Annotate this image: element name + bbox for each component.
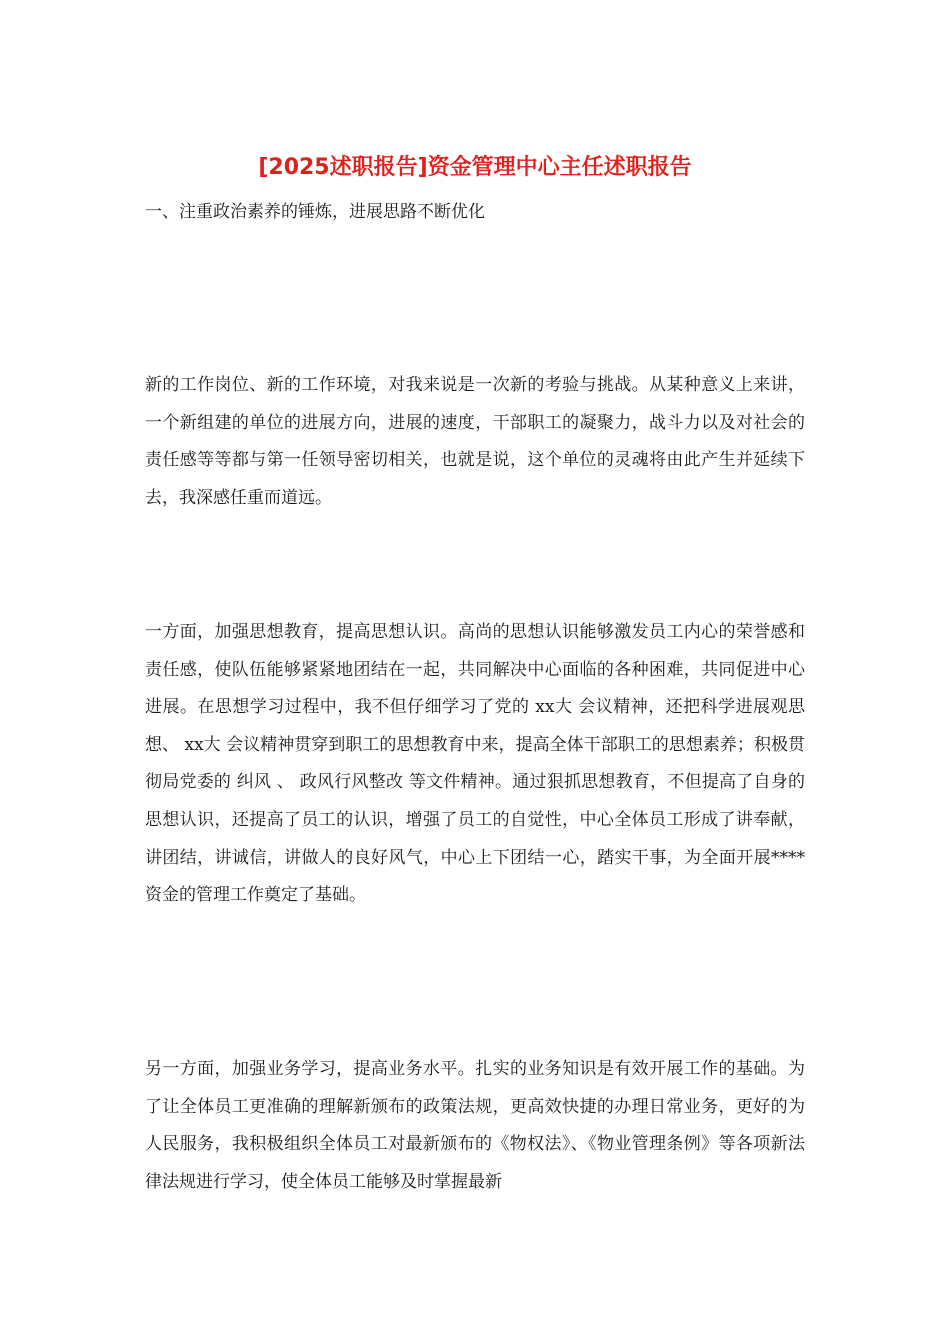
document-title: [2025述职报告]资金管理中心主任述职报告 xyxy=(258,155,692,180)
section-heading: 一、注重政治素养的锤炼，进展思路不断优化 xyxy=(145,202,485,222)
body-paragraph-1: 新的工作岗位、新的工作环境，对我来说是一次新的考验与挑战。从某种意义上来讲，一个新组建的单位的进展方向，进展的速度，干部职工的凝聚力，战斗力以及对社会的责任感等等都与第一任领导密切相关，也就是说，这个单位的灵魂将由此产生并延续下去，我深感任重而道远。 xyxy=(145,375,805,508)
body-paragraph-2: 一方面，加强思想教育，提高思想认识。高尚的思想认识能够激发员工内心的荣誉感和责任感，使队伍能够紧紧地团结在一起，共同解决中心面临的各种困难，共同促进中心进展。在思想学习过程中，我不但仔细学习了党的 xx大 会议精神，还把科学进展观思想、 xx大 会议精神贯穿到职工的思想教育中来，提高全体干部职工的思想素养；积极贯彻局党委的 纠风 、 政风行风整改 等文件精神。通过狠抓思想教育，不但提高了自身的思想认识，还提高了员工的认识，增强了员工的自觉性，中心全体员工形成了讲奉献，讲团结，讲诚信，讲做人的良好风气，中心上下团结一心，踏实干事，为全面开展****资金的管理工作奠定了基础。 xyxy=(145,622,805,906)
body-paragraph-3: 另一方面，加强业务学习，提高业务水平。扎实的业务知识是有效开展工作的基础。为了让全体员工更准确的理解新颁布的政策法规，更高效快捷的办理日常业务，更好的为人民服务，我积极组织全体员工对最新颁布的《物权法》、《物业管理条例》等各项新法律法规进行学习，使全体员工能够及时掌握最新 xyxy=(145,1059,805,1192)
